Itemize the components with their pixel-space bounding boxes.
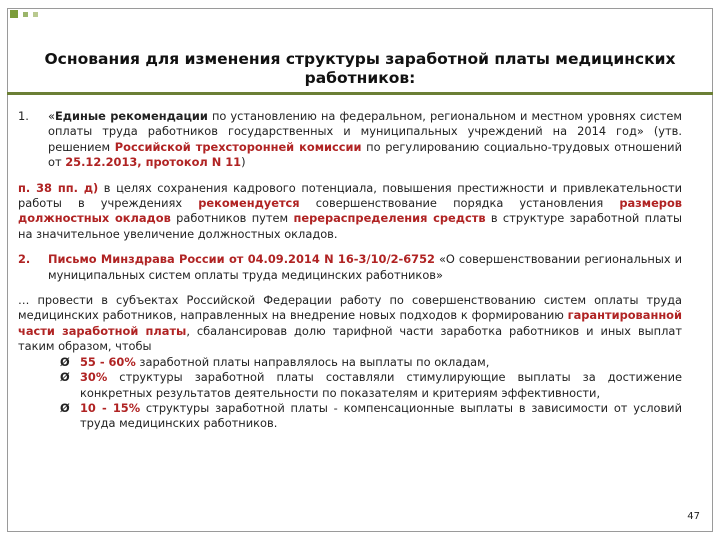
list-item-2 [18,252,682,283]
decor-square-3 [33,12,38,17]
item-2-text: Письмо Минздрава России от 04.09.2014 N 16-3/10/2-6752 «О совершенствовании региональных и муниципальных систем оплаты труда медицинских работников» [48,252,682,282]
bullet-item: Ø 55 - 60% заработной платы направлялось на выплаты по окладам, [60,354,490,369]
arrow-bullet-icon: Ø [60,354,70,369]
bullet-item: Ø 10 - 15% структуры заработной платы - компенсационные выплаты в зависимости от условий труда медицинских работников. [60,400,682,431]
page-number: 47 [687,511,700,522]
decor-square-2 [23,12,28,17]
item-number: 1. [18,109,29,123]
slide-content [18,109,682,432]
paragraph-instructions: … провести в субъектах Российской Федерации работу по совершенствованию систем оплаты труда медицинских работников, направленных на внедрение новых подходов к формированию гарантированной части заработной платы, сбалансировав долю тарифной части заработка работников и иных выплат таким образом, чтобы [18,293,682,354]
paragraph-p38: п. 38 пп. д) в целях сохранения кадрового потенциала, повышения престижности и привлекательности работы в учреждениях рекомендуется совершенствование порядка установления размеров должностных окладов работников путем перераспределения средств в структуре заработной платы на значительное увеличение должностных окладов. [18,180,683,241]
arrow-bullet-icon: Ø [60,370,70,385]
arrow-bullet-icon: Ø [60,400,70,415]
item-1-text: «Единые рекомендации по установлению на федеральном, региональном и местном уровнях систем оплаты труда работников государственных и муниципальных учреждений на 2014 год» (утв. решением Российской трехсторонней комиссии по регулированию социально-трудовых отношений от 25.12.2013, протокол N 11) [48,109,682,170]
item-number: 2. [18,252,31,267]
list-item-1 [18,109,682,171]
decor-square-1 [10,10,18,18]
title-divider [7,92,713,95]
bullet-item: Ø 30% структуры заработной платы составляли стимулирующие выплаты за достижение конкретных результатов деятельности по показателям и критериям эффективности, [60,370,682,400]
slide-title: Основания для изменения структуры заработной платы медицинских работников: [44,50,676,87]
